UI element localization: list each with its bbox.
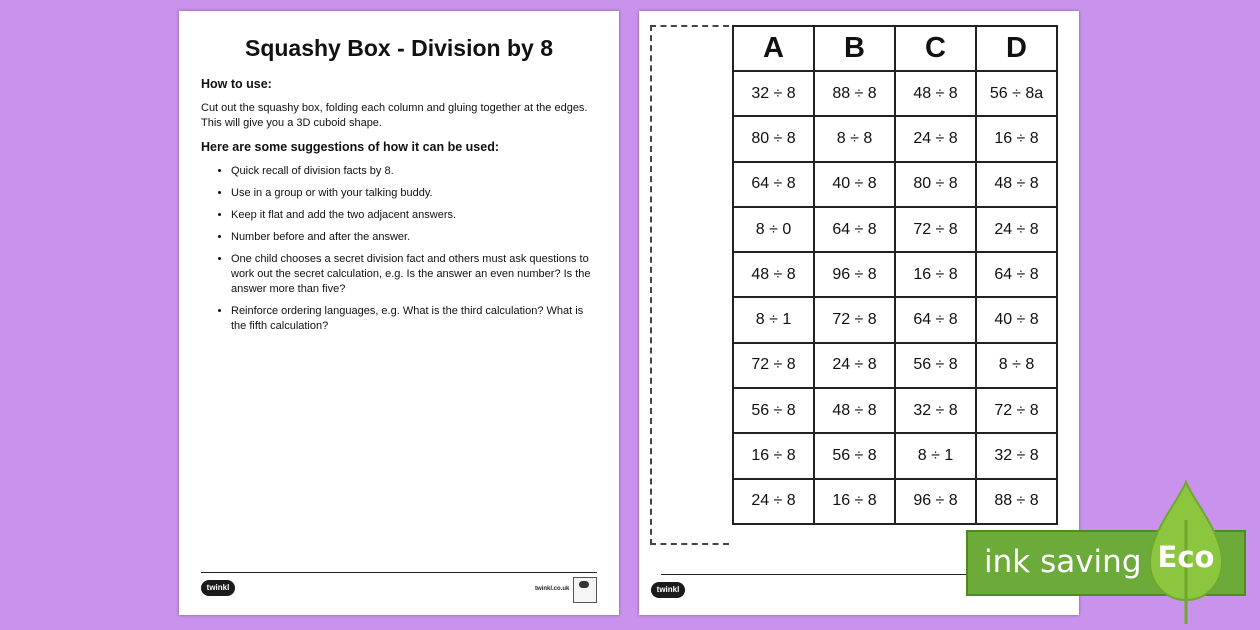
division-cell: 24 ÷ 8 — [895, 116, 976, 161]
table-row — [733, 252, 1057, 297]
footer-divider — [201, 572, 597, 573]
division-cell: 96 ÷ 8 — [814, 252, 895, 297]
instructions-content — [201, 77, 599, 341]
suggestion-item: • Quick recall of division facts by 8. — [231, 164, 599, 179]
quality-badge-icon — [573, 577, 597, 603]
division-cell: 56 ÷ 8 — [733, 388, 814, 433]
division-cell: 8 ÷ 1 — [895, 433, 976, 478]
division-cell: 56 ÷ 8 — [814, 433, 895, 478]
squashy-box-page — [639, 11, 1079, 615]
table-row — [733, 116, 1057, 161]
twinkl-logo: twinkl — [201, 580, 235, 596]
table-row — [733, 207, 1057, 252]
division-cell: 72 ÷ 8 — [814, 297, 895, 342]
how-to-text: Cut out the squashy box, folding each column and gluing together at the edges. This will give you a 3D cuboid shape. — [201, 102, 588, 129]
division-cell: 40 ÷ 8 — [976, 297, 1057, 342]
page-title: Squashy Box - Division by 8 — [244, 35, 554, 61]
division-cell: 24 ÷ 8 — [733, 479, 814, 524]
division-cell: 24 ÷ 8 — [814, 343, 895, 388]
suggestion-item: • Reinforce ordering languages, e.g. What is the third calculation? What is the fifth calculation? — [231, 304, 599, 334]
header-row — [733, 26, 1057, 71]
division-cell: 64 ÷ 8 — [976, 252, 1057, 297]
division-cell: 56 ÷ 8a — [976, 71, 1057, 116]
table-row — [733, 71, 1057, 116]
column-header: D — [976, 26, 1057, 71]
division-cell: 16 ÷ 8 — [733, 433, 814, 478]
division-cell: 64 ÷ 8 — [733, 162, 814, 207]
suggestion-item: • One child chooses a secret division fact and others must ask questions to work out the secret calculation, e.g. Is the answer an even number? Is the answer more than five? — [231, 252, 599, 297]
table-row — [733, 388, 1057, 433]
suggestion-item: • Use in a group or with your talking buddy. — [231, 186, 599, 201]
table-row — [733, 162, 1057, 207]
division-cell: 16 ÷ 8 — [895, 252, 976, 297]
division-cell: 80 ÷ 8 — [733, 116, 814, 161]
division-cell: 8 ÷ 8 — [814, 116, 895, 161]
division-cell: 24 ÷ 8 — [976, 207, 1057, 252]
division-cell: 80 ÷ 8 — [895, 162, 976, 207]
glue-flap — [650, 25, 729, 545]
division-cell: 72 ÷ 8 — [976, 388, 1057, 433]
division-cell: 48 ÷ 8 — [976, 162, 1057, 207]
table-row — [733, 433, 1057, 478]
division-cell: 16 ÷ 8 — [976, 116, 1057, 161]
division-cell: 64 ÷ 8 — [814, 207, 895, 252]
table-row — [733, 343, 1057, 388]
division-cell: 88 ÷ 8 — [976, 479, 1057, 524]
division-cell: 32 ÷ 8 — [976, 433, 1057, 478]
division-cell: 64 ÷ 8 — [895, 297, 976, 342]
division-cell: 96 ÷ 8 — [895, 479, 976, 524]
division-cell: 48 ÷ 8 — [733, 252, 814, 297]
suggestion-item: • Keep it flat and add the two adjacent answers. — [231, 208, 599, 223]
suggestions-list — [201, 164, 599, 334]
table-row — [733, 479, 1057, 524]
division-cell: 72 ÷ 8 — [733, 343, 814, 388]
division-cell: 48 ÷ 8 — [814, 388, 895, 433]
suggestion-item: • Number before and after the answer. — [231, 230, 599, 245]
ink-saving-text: ink saving — [984, 544, 1142, 580]
division-cell: 32 ÷ 8 — [733, 71, 814, 116]
division-cell: 8 ÷ 8 — [976, 343, 1057, 388]
division-cell: 88 ÷ 8 — [814, 71, 895, 116]
division-grid — [732, 25, 1058, 525]
suggestions-heading: Here are some suggestions of how it can be used: — [201, 140, 499, 154]
instructions-page — [179, 11, 619, 615]
division-cell: 56 ÷ 8 — [895, 343, 976, 388]
twinkl-logo: twinkl — [651, 582, 685, 598]
how-to-heading: How to use: — [201, 77, 272, 91]
division-cell: 40 ÷ 8 — [814, 162, 895, 207]
column-header: B — [814, 26, 895, 71]
eco-label: Eco — [1157, 540, 1215, 574]
table-row — [733, 297, 1057, 342]
site-url: twinkl.co.uk — [535, 586, 570, 592]
division-cell: 32 ÷ 8 — [895, 388, 976, 433]
division-cell: 48 ÷ 8 — [895, 71, 976, 116]
column-header: C — [895, 26, 976, 71]
column-header: A — [733, 26, 814, 71]
division-cell: 8 ÷ 0 — [733, 207, 814, 252]
division-cell: 16 ÷ 8 — [814, 479, 895, 524]
division-cell: 72 ÷ 8 — [895, 207, 976, 252]
division-cell: 8 ÷ 1 — [733, 297, 814, 342]
